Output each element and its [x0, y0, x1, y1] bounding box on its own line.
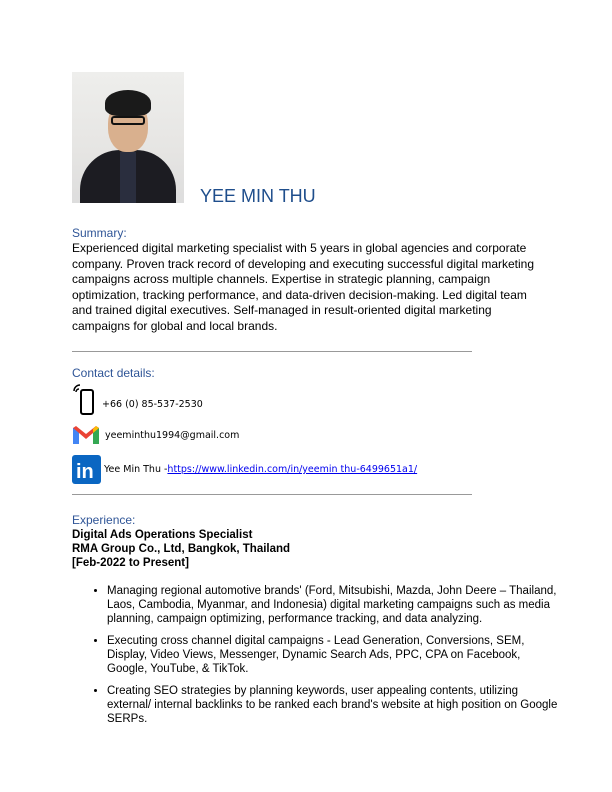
divider: [72, 494, 472, 495]
linkedin-row: [72, 455, 417, 484]
summary-text: Experienced digital marketing specialist with 5 years in global agencies and corporate company. Proven track record of developing and executing successful digital marketing campaigns across multiple channels. Expertise in strategic planning, campaign optimization, tracking performance, and data-driven decision-making. Led digital team and trained digital executives. Self-managed in result-oriented digital marketing campaigns for global and local brands.: [72, 241, 535, 333]
list-item: • Managing regional automotive brands' (Ford, Mitsubishi, Mazda, John Deere – Thailand, Laos, Cambodia, Myanmar, and Indonesia) digital marketing campaigns such as media planning, campaign optimizing, performance tracking, and data analyzing.: [107, 584, 562, 626]
job-dates: [Feb-2022 to Present]: [72, 557, 189, 569]
job-title: Digital Ads Operations Specialist: [72, 529, 253, 541]
divider: [72, 351, 472, 352]
candidate-name: YEE MIN THU: [200, 186, 316, 206]
linkedin-prefix: Yee Min Thu -: [104, 464, 168, 475]
summary-heading: Summary:: [72, 226, 127, 240]
experience-heading: Experience:: [72, 513, 136, 527]
profile-photo: [72, 72, 184, 203]
linkedin-link[interactable]: https://www.linkedin.com/in/yeemin thu-6499651a1/: [167, 464, 418, 475]
list-item: • Creating SEO strategies by planning keywords, user appealing contents, utilizing external/ internal backlinks to be ranked each brand's website at high position on Google SERPs.: [107, 684, 562, 726]
experience-bullets: [90, 584, 562, 734]
email-row: [72, 424, 239, 446]
linkedin-icon: [72, 455, 101, 484]
email-address[interactable]: yeeminthu1994@gmail.com: [105, 429, 240, 441]
svg-text:in: in: [76, 461, 94, 483]
gmail-icon: [72, 424, 100, 446]
phone-row: [72, 383, 203, 415]
list-item: • Executing cross channel digital campaigns - Lead Generation, Conversions, SEM, Display, Video Views, Messenger, Dynamic Search Ads, PPC, CPA on Facebook, Google, YouTube, & TikTok.: [107, 634, 562, 676]
phone-number: +66 (0) 85-537-2530: [102, 398, 203, 410]
contact-heading: Contact details:: [72, 366, 155, 380]
company: RMA Group Co., Ltd, Bangkok, Thailand: [72, 543, 291, 555]
phone-icon: [72, 383, 96, 415]
